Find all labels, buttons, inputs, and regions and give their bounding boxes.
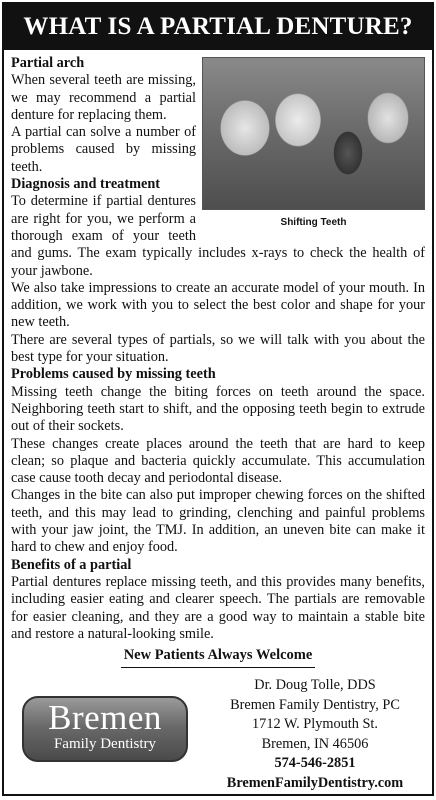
welcome-line: New Patients Always Welcome — [121, 647, 315, 668]
paragraph: These changes create places around the teeth that are hard to keep clean; so plaque and bacteria quickly accumulate. This accumulation case cause tooth decay and periodontal disease. — [11, 435, 425, 487]
heading-partial-arch: Partial arch — [11, 55, 85, 71]
paragraph: When several teeth are missing, we may recommend a partial denture for replacing them. — [11, 72, 196, 123]
contact-block — [200, 676, 430, 793]
heading-diagnosis: Diagnosis and treatment — [11, 176, 161, 193]
heading-benefits: Benefits of a partial — [11, 556, 132, 573]
figure-caption: Shifting Teeth — [280, 217, 347, 228]
teeth-photo — [202, 57, 425, 210]
paragraph: Partial dentures replace missing teeth, and this provides many benefits, including easier eating and clearer speech. The partials are removable for easier cleaning, and they are a good way to maintain a stable bite and restore a natural-looking smile. — [11, 573, 425, 642]
city-address: Bremen, IN 46506 — [261, 735, 369, 752]
figure — [202, 57, 425, 231]
paragraph: A partial can solve a number of problems caused by missing teeth. — [11, 124, 196, 175]
footer — [4, 668, 432, 798]
paragraph: Missing teeth change the biting forces on teeth around the space. Neighboring teeth start to shift, and the opposing teeth begin to extrude out of their sockets. — [11, 383, 425, 435]
logo-subtitle: Family Dentistry — [53, 736, 157, 753]
doctor-name: Dr. Doug Tolle, DDS — [254, 677, 376, 694]
bremen-logo — [22, 696, 188, 762]
logo-name: Bremen — [48, 698, 162, 738]
paragraph: We also take impressions to create an accurate model of your mouth. In addition, we work with you to select the best color and shape for your new teeth. — [11, 279, 425, 331]
article-body — [4, 50, 432, 668]
phone-number: 574-546-2851 — [274, 755, 356, 772]
website: BremenFamilyDentistry.com — [226, 774, 404, 791]
paragraph: Changes in the bite can also put improper chewing forces on the shifted teeth, and this may lead to grinding, clenching and painful problems with your jaw joint, the TMJ. In addition, an uneven bite can make it hard to chew and enjoy food. — [11, 487, 425, 556]
practice-name: Bremen Family Dentistry, PC — [230, 696, 400, 713]
advertisement — [2, 2, 434, 796]
paragraph: To determine if partial dentures are right for you, we perform a thorough exam of your teeth and gums. The exam typically includes x-rays to check the health of your jawbone. — [11, 193, 425, 279]
paragraph: There are several types of partials, so we will talk with you about the best type for your situation. — [11, 331, 425, 366]
street-address: 1712 W. Plymouth St. — [252, 716, 378, 733]
page-title: WHAT IS A PARTIAL DENTURE? — [4, 4, 432, 50]
heading-problems: Problems caused by missing teeth — [11, 366, 216, 383]
